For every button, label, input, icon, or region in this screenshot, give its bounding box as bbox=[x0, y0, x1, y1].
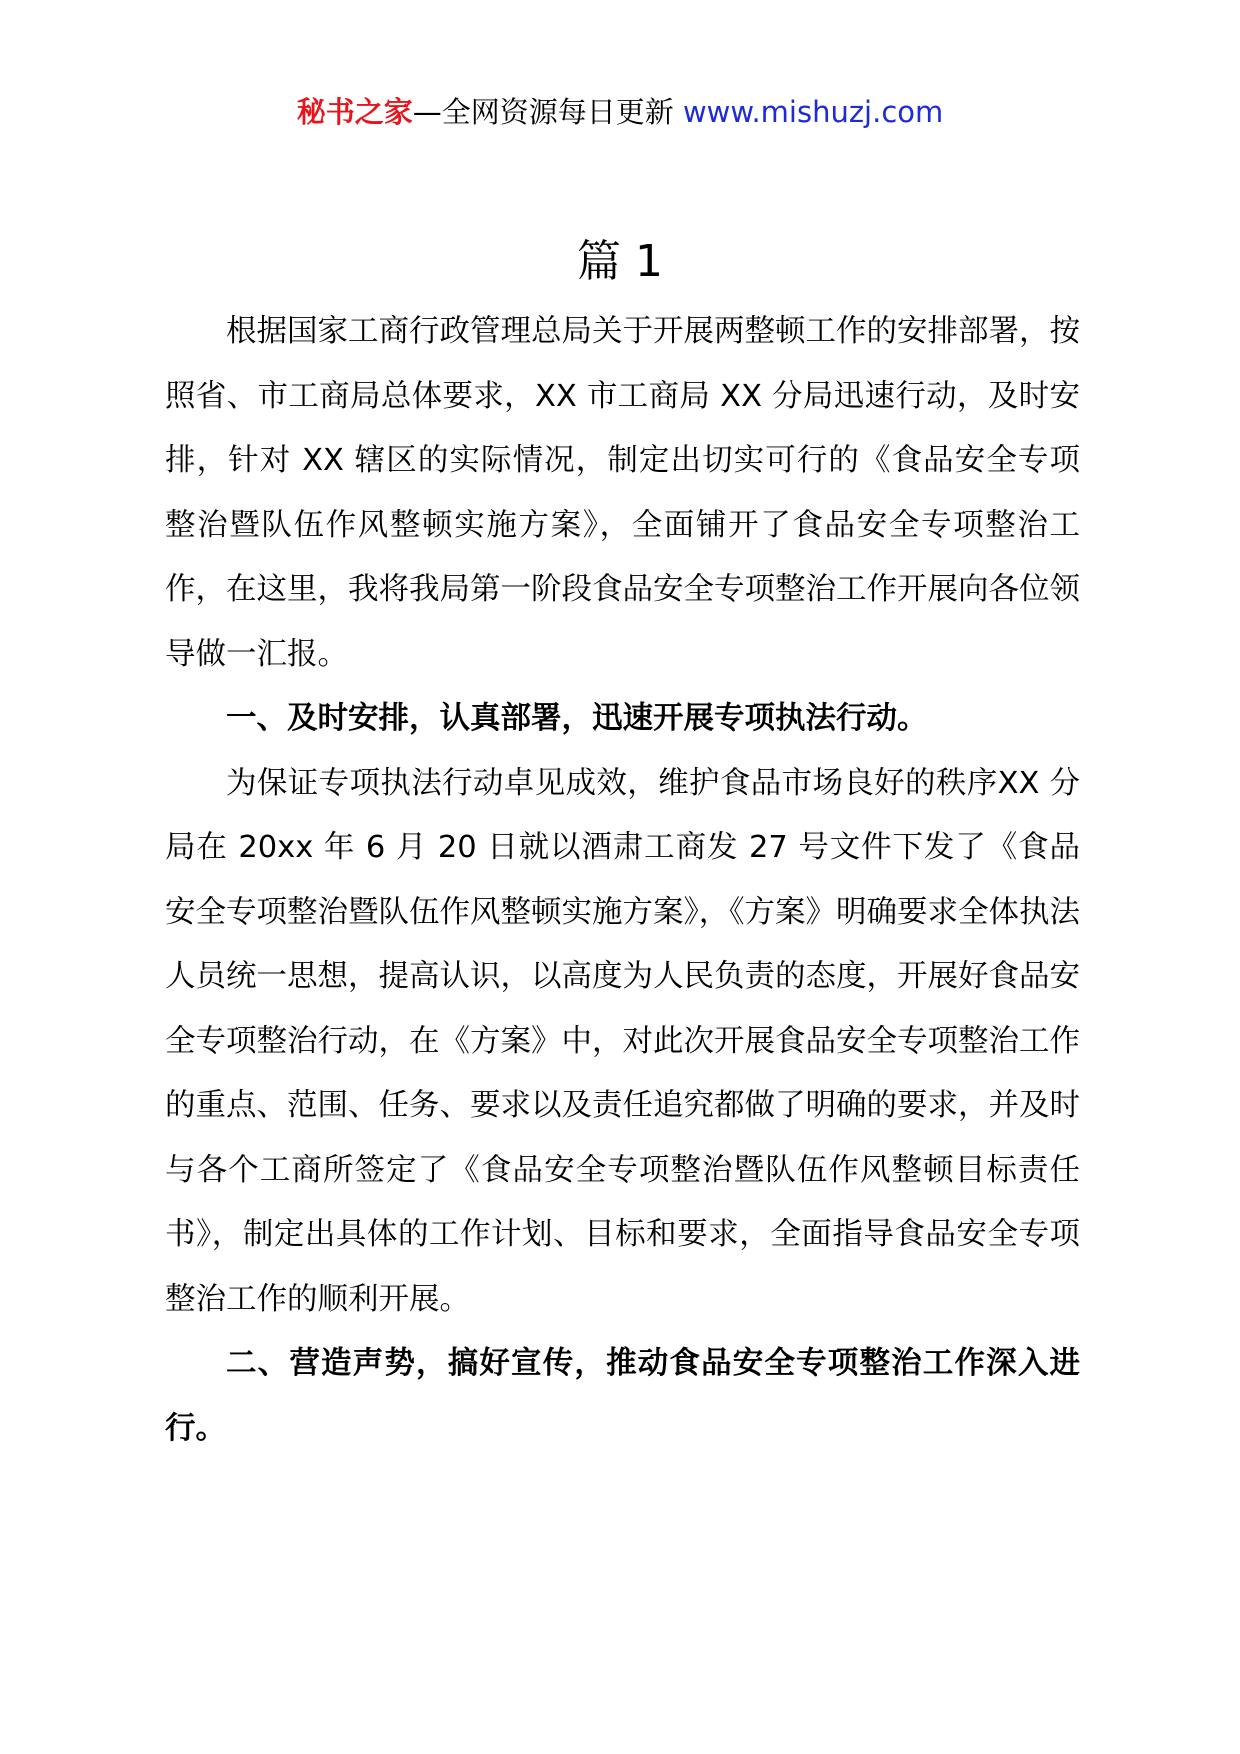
site-header bbox=[0, 92, 1240, 132]
site-brand: 秘书之家 bbox=[296, 95, 413, 129]
document-title: 篇 1 bbox=[577, 236, 663, 287]
document-body bbox=[165, 300, 1080, 1461]
paragraph-intro: 根据国家工商行政管理总局关于开展两整顿工作的安排部署，按照省、市工商局总体要求，XX 市工商局 XX 分局迅速行动，及时安排，针对 XX 辖区的实际情况，制定出切实可行的《食品安全专项整治暨队伍作风整顿实施方案》，全面铺开了食品安全专项整治工作，在这里，我将我局第一阶段食品安全专项整治工作开展向各位领导做一汇报。 bbox=[165, 314, 1080, 672]
section-heading-1: 一、及时安排，认真部署，迅速开展专项执法行动。 bbox=[226, 701, 928, 736]
site-url-link[interactable]: www.mishuzj.com bbox=[682, 95, 944, 129]
site-tagline: —全网资源每日更新 bbox=[412, 95, 683, 129]
section-heading-2: 二、营造声势，搞好宣传，推动食品安全专项整治工作深入进行。 bbox=[165, 1346, 1080, 1446]
paragraph-section-1: 为保证专项执法行动卓见成效，维护食品市场良好的秩序XX 分局在 20xx 年 6 月 20 日就以酒肃工商发 27 号文件下发了《食品安全专项整治暨队伍作风整顿实施方案》，《方案》明确要求全体执法人员统一思想，提高认识，以高度为人民负责的态度，开展好食品安全专项整治行动，在《方案》中，对此次开展食品安全专项整治工作的重点、范围、任务、要求以及责任追究都做了明确的要求，并及时与各个工商所签定了《食品安全专项整治暨队伍作风整顿目标责任书》，制定出具体的工作计划、目标和要求，全面指导食品安全专项整治工作的顺利开展。 bbox=[165, 765, 1080, 1317]
